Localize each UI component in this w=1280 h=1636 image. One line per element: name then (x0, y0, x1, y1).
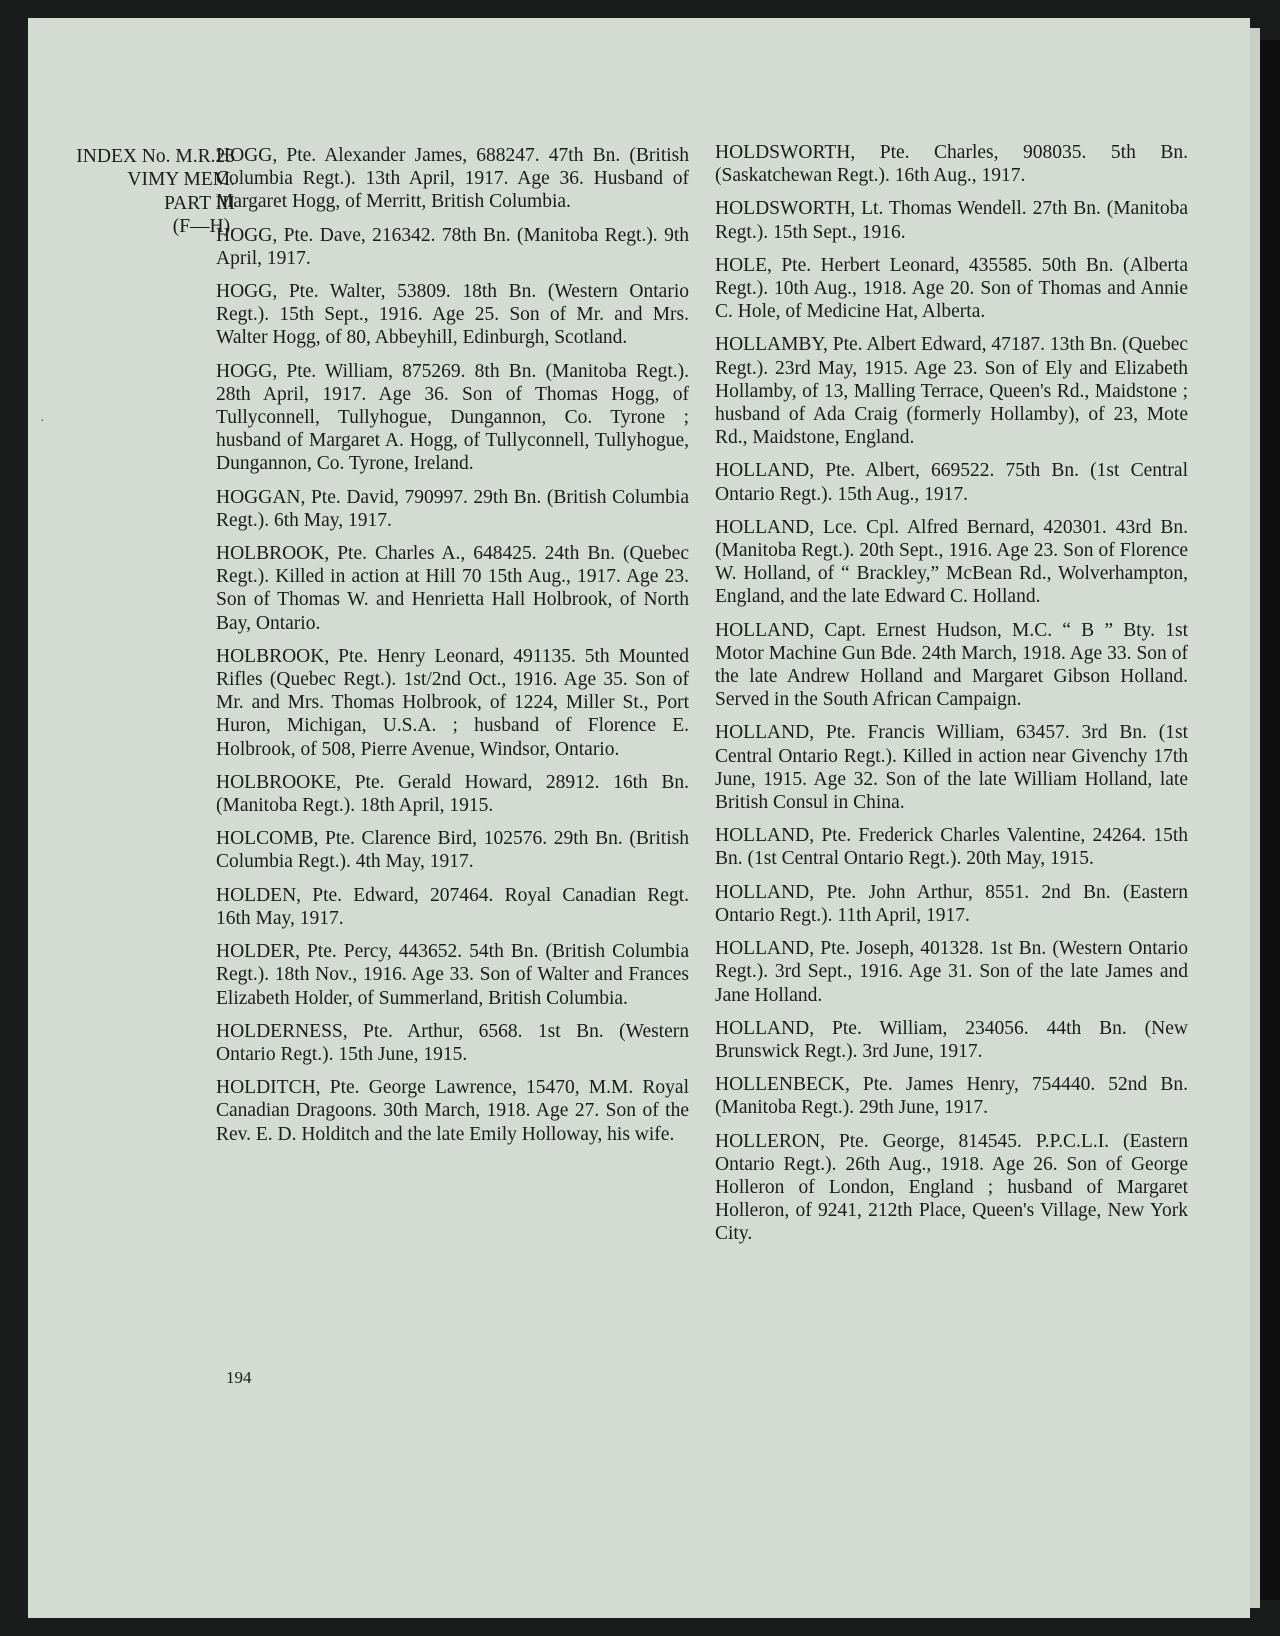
list-item: HOLLAND, Pte. John Arthur, 8551. 2nd Bn. (Eastern Ontario Regt.). 11th April, 1917. (715, 881, 1188, 926)
list-item: HOLLERON, Pte. George, 814545. P.P.C.L.I. (Eastern Ontario Regt.). 26th Aug., 1918. Age 26. Son of George Holleron of London, England ; husband of Margaret Holleron, of 9241, 212th Place, Queen's Village, New York City. (715, 1130, 1188, 1245)
list-item: HOGG, Pte. Dave, 216342. 78th Bn. (Manitoba Regt.). 9th April, 1917. (216, 224, 689, 269)
list-item: HOLDITCH, Pte. George Lawrence, 15470, M.M. Royal Canadian Dragoons. 30th March, 1918. Age 27. Son of the Rev. E. D. Holditch and the late Emily Holloway, his wife. (216, 1077, 689, 1145)
list-item: HOLBROOK, Pte. Henry Leonard, 491135. 5th Mounted Rifles (Quebec Regt.). 1st/2nd Oct., 1916. Age 35. Son of Mr. and Mrs. Thomas Holbrook, of 1224, Miller St., Port Huron, Michigan, U.S.A. ; husband of Florence E. Holbrook, of 508, Pierre Avenue, Windsor, Ontario. (216, 645, 689, 760)
list-item: HOLLAND, Pte. Albert, 669522. 75th Bn. (1st Central Ontario Regt.). 15th Aug., 1917. (715, 460, 1188, 505)
list-item: HOLLAMBY, Pte. Albert Edward, 47187. 13th Bn. (Quebec Regt.). 23rd May, 1915. Age 23. Son of Ely and Elizabeth Hollamby, of 13, Malling Terrace, Queen's Rd., Maidstone ; husband of Ada Craig (formerly Hollamby), of 23, Mote Rd., Maidstone, England. (715, 334, 1188, 449)
list-item: HOLLAND, Pte. Frederick Charles Valentine, 24264. 15th Bn. (1st Central Ontario Regt.). 20th May, 1915. (715, 825, 1188, 870)
right-column (715, 141, 1188, 1256)
book-gutter (1260, 40, 1280, 1600)
page-number: 194 (226, 1368, 252, 1387)
list-item: HOLDSWORTH, Lt. Thomas Wendell. 27th Bn. (Manitoba Regt.). 15th Sept., 1916. (715, 198, 1188, 243)
part-number: PART III (164, 192, 235, 214)
list-item: HOLDSWORTH, Pte. Charles, 908035. 5th Bn. (Saskatchewan Regt.). 16th Aug., 1917. (715, 142, 1188, 187)
list-item: HOGG, Pte. William, 875269. 8th Bn. (Manitoba Regt.). 28th April, 1917. Age 36. Son of Thomas Hogg, of Tullyconnell, Tullyhogue, Dungannon, Co. Tyrone ; husband of Margaret A. Hogg, of Tullyconnell, Tullyhogue, Dungannon, Co. Tyrone, Ireland. (216, 360, 689, 475)
left-column (216, 144, 689, 1156)
memorial-name: VIMY MEM. (127, 169, 235, 191)
list-item: HOLBROOK, Pte. Charles A., 648425. 24th Bn. (Quebec Regt.). Killed in action at Hill 70 15th Aug., 1917. Age 23. Son of Thomas W. and Henrietta Hall Holbrook, of North Bay, Ontario. (216, 543, 689, 634)
list-item: HOLDERNESS, Pte. Arthur, 6568. 1st Bn. (Western Ontario Regt.). 15th June, 1915. (216, 1020, 689, 1065)
list-item: HOGGAN, Pte. David, 790997. 29th Bn. (British Columbia Regt.). 6th May, 1917. (216, 486, 689, 531)
list-item: HOGG, Pte. Walter, 53809. 18th Bn. (Western Ontario Regt.). 15th Sept., 1916. Age 25. Son of Mr. and Mrs. Walter Hogg, of 80, Abbeyhill, Edinburgh, Scotland. (216, 281, 689, 349)
list-item: HOLLAND, Pte. Joseph, 401328. 1st Bn. (Western Ontario Regt.). 3rd Sept., 1916. Age 31. Son of the late James and Jane Holland. (715, 938, 1188, 1006)
index-number: INDEX No. M.R.23 (76, 146, 235, 167)
list-item: HOLCOMB, Pte. Clarence Bird, 102576. 29th Bn. (British Columbia Regt.). 4th May, 1917. (216, 828, 689, 873)
next-page-edge (1250, 28, 1260, 1608)
list-item: HOLLAND, Capt. Ernest Hudson, M.C. “ B ” Bty. 1st Motor Machine Gun Bde. 24th March, 1918. Age 33. Son of the late Andrew Holland and Margaret Gibson Holland. Served in the South African Campaign. (715, 619, 1188, 711)
list-item: HOLLAND, Pte. William, 234056. 44th Bn. (New Brunswick Regt.). 3rd June, 1917. (715, 1017, 1188, 1062)
list-item: HOLLAND, Lce. Cpl. Alfred Bernard, 420301. 43rd Bn. (Manitoba Regt.). 20th Sept., 1916. Age 23. Son of Florence W. Holland, of “ Brackley,” McBean Rd., Wolverhampton, England, and the late Edward C. Holland. (715, 516, 1188, 608)
stray-mark: · (40, 414, 45, 429)
list-item: HOLDEN, Pte. Edward, 207464. Royal Canadian Regt. 16th May, 1917. (216, 884, 689, 929)
list-item: HOLDER, Pte. Percy, 443652. 54th Bn. (British Columbia Regt.). 18th Nov., 1916. Age 33. Son of Walter and Frances Elizabeth Holder, of Summerland, British Columbia. (216, 941, 689, 1009)
list-item: HOLBROOKE, Pte. Gerald Howard, 28912. 16th Bn. (Manitoba Regt.). 18th April, 1915. (216, 771, 689, 817)
letter-range: (F—H). (172, 216, 235, 238)
list-item: HOLLAND, Pte. Francis William, 63457. 3rd Bn. (1st Central Ontario Regt.). Killed in action near Givenchy 17th June, 1915. Age 32. Son of the late William Holland, late British Consul in China. (715, 722, 1188, 814)
list-item: HOLE, Pte. Herbert Leonard, 435585. 50th Bn. (Alberta Regt.). 10th Aug., 1918. Age 20. Son of Thomas and Annie C. Hole, of Medicine Hat, Alberta. (715, 254, 1188, 323)
index-header (10, 145, 235, 239)
list-item: HOLLENBECK, Pte. James Henry, 754440. 52nd Bn. (Manitoba Regt.). 29th June, 1917. (715, 1074, 1188, 1119)
list-item: HOGG, Pte. Alexander James, 688247. 47th Bn. (British Columbia Regt.). 13th April, 1917. Age 36. Husband of Margaret Hogg, of Merritt, British Columbia. (216, 145, 689, 213)
